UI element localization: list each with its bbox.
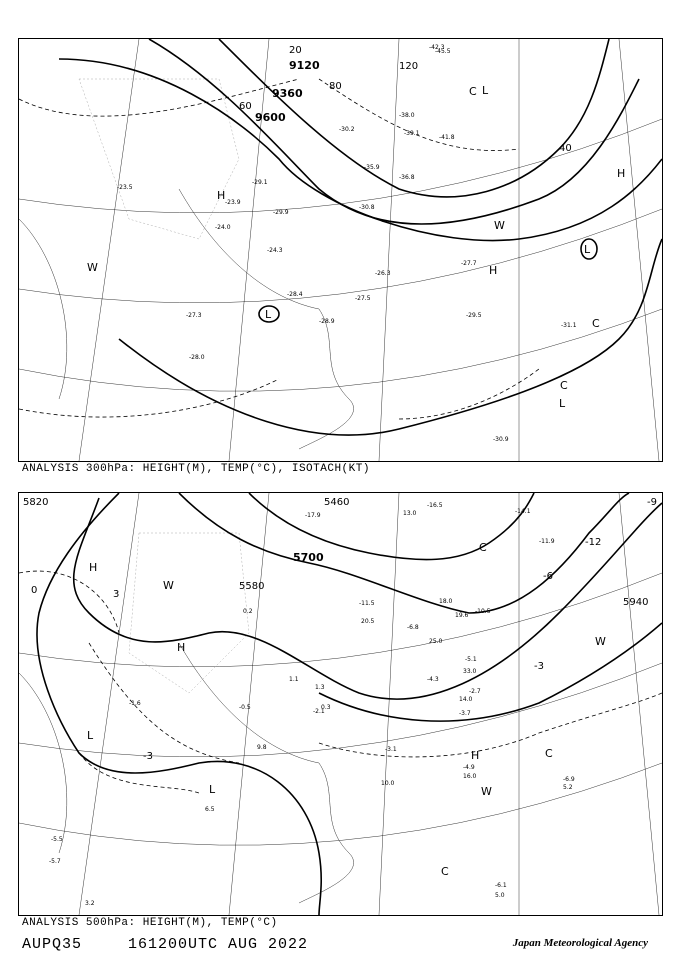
height-label: 9120 (289, 59, 320, 72)
pressure-symbol-warm: W (87, 261, 98, 274)
dewpoint-label: 3.2 (85, 900, 95, 907)
temperature-label: -4.9 (463, 764, 475, 771)
isotherm-label: 0 (31, 585, 38, 596)
dewpoint-label: 5.0 (495, 892, 505, 899)
dewpoint-label: 33.0 (463, 668, 477, 675)
temperature-label: -35.9 (364, 164, 380, 171)
temperature-label: -5.7 (49, 858, 61, 865)
dewpoint-label: 20.5 (361, 618, 375, 625)
temperature-label: -1.6 (129, 700, 141, 707)
temperature-label: -23.9 (225, 199, 241, 206)
height-label: 9600 (255, 111, 286, 124)
temperature-label: -3.1 (385, 746, 397, 753)
map-300hpa-labels (19, 39, 662, 461)
isotherm-label: -3 (534, 661, 544, 672)
isotach-label: 20 (289, 45, 302, 56)
pressure-symbol-high: H (89, 561, 98, 574)
pressure-symbol-cold: C (479, 541, 487, 554)
temperature-label: -10.5 (475, 608, 491, 615)
temperature-label: 0.3 (321, 704, 331, 711)
isotach-label: 40 (559, 143, 572, 154)
pressure-symbol-warm: W (595, 635, 606, 648)
temperature-label: -29.9 (273, 209, 289, 216)
height-label: 5940 (623, 597, 649, 608)
temperature-label: -5.5 (51, 836, 63, 843)
height-label: 5460 (324, 497, 350, 508)
temperature-label: -26.3 (375, 270, 391, 277)
temperature-label: -30.2 (339, 126, 355, 133)
pressure-symbol-cold: C (592, 317, 600, 330)
temperature-label: -27.7 (461, 260, 477, 267)
isotherm-label: 3 (113, 589, 120, 600)
pressure-symbol-low: L (559, 397, 566, 410)
dewpoint-label: 18.0 (439, 598, 453, 605)
temperature-label: -30.9 (493, 436, 509, 443)
temperature-label: -2.7 (469, 688, 481, 695)
dewpoint-label: 5.2 (563, 784, 573, 791)
map-panel-500hpa (18, 492, 663, 916)
temperature-label: -28.0 (189, 354, 205, 361)
isotherm-label: -6 (543, 571, 553, 582)
pressure-symbol-low: L (265, 308, 272, 321)
map-500hpa-labels (19, 493, 662, 915)
temperature-label: -42.3 (429, 44, 445, 51)
temperature-label: -5.1 (465, 656, 477, 663)
map-panel-300hpa (18, 38, 663, 462)
pressure-symbol-low: L (584, 243, 591, 256)
chart-code: AUPQ35 (22, 936, 83, 953)
temperature-label: -45.5 (435, 48, 451, 55)
temperature-label: -6.9 (563, 776, 575, 783)
temperature-label: -0.5 (239, 704, 251, 711)
pressure-symbol-cold: C (545, 747, 553, 760)
temperature-label: -38.0 (399, 112, 415, 119)
dewpoint-label: 6.5 (205, 806, 215, 813)
pressure-symbol-high: H (177, 641, 186, 654)
pressure-symbol-low: L (482, 84, 489, 97)
temperature-label: 0.2 (243, 608, 253, 615)
temperature-label: -31.1 (561, 322, 577, 329)
temperature-label: -28.9 (319, 318, 335, 325)
pressure-symbol-warm: W (163, 579, 174, 592)
dewpoint-label: 14.0 (459, 696, 473, 703)
dewpoint-label: 9.8 (257, 744, 267, 751)
temperature-label: -4.3 (427, 676, 439, 683)
temperature-label: 1.3 (315, 684, 325, 691)
pressure-symbol-cold: C (560, 379, 568, 392)
temperature-label: -11.9 (539, 538, 555, 545)
isotach-label: 120 (399, 61, 419, 72)
temperature-label: -14.1 (515, 508, 531, 515)
temperature-label: -28.4 (287, 291, 303, 298)
pressure-symbol-cold: C (441, 865, 449, 878)
dewpoint-label: 16.0 (463, 773, 477, 780)
temperature-label: -30.8 (359, 204, 375, 211)
height-label: 5580 (239, 581, 265, 592)
temperature-label: -24.3 (267, 247, 283, 254)
temperature-label: -29.1 (252, 179, 268, 186)
temperature-label: -6.1 (495, 882, 507, 889)
temperature-label: -27.5 (355, 295, 371, 302)
caption-500hpa: ANALYSIS 500hPa: HEIGHT(M), TEMP(°C) (22, 917, 278, 929)
temperature-label: -39.1 (404, 130, 420, 137)
temperature-label: -24.0 (215, 224, 231, 231)
temperature-label: -29.5 (466, 312, 482, 319)
pressure-symbol-low: L (87, 729, 94, 742)
isotherm-label: -12 (585, 537, 602, 548)
pressure-symbol-warm: W (481, 785, 492, 798)
caption-300hpa: ANALYSIS 300hPa: HEIGHT(M), TEMP(°C), ISOTACH(KT) (22, 463, 370, 475)
temperature-label: -41.8 (439, 134, 455, 141)
temperature-label: -3.7 (459, 710, 471, 717)
isotherm-label: -9 (647, 497, 657, 508)
dewpoint-label: 13.0 (403, 510, 417, 517)
agency-name: Japan Meteorological Agency (512, 937, 648, 949)
pressure-symbol-high: H (217, 189, 226, 202)
temperature-label: -16.5 (427, 502, 443, 509)
height-label: 9360 (272, 87, 303, 100)
temperature-label: -6.8 (407, 624, 419, 631)
height-label: 5700 (293, 551, 324, 564)
dewpoint-label: 10.0 (381, 780, 395, 787)
temperature-label: -2.1 (313, 708, 325, 715)
temperature-label: -27.3 (186, 312, 202, 319)
valid-time: 161200UTC AUG 2022 (128, 936, 309, 953)
isotherm-label: -3 (143, 751, 153, 762)
temperature-label: -23.5 (117, 184, 133, 191)
temperature-label: 1.1 (289, 676, 299, 683)
temperature-label: -11.5 (359, 600, 375, 607)
temperature-label: -36.8 (399, 174, 415, 181)
pressure-symbol-low: L (209, 783, 216, 796)
pressure-symbol-warm: W (494, 219, 505, 232)
isotach-label: 60 (239, 101, 252, 112)
temperature-label: -17.9 (305, 512, 321, 519)
dewpoint-label: 25.0 (429, 638, 443, 645)
pressure-symbol-high: H (617, 167, 626, 180)
pressure-symbol-cold: C (469, 85, 477, 98)
pressure-symbol-high: H (489, 264, 498, 277)
pressure-symbol-high: H (471, 749, 480, 762)
height-label: 5820 (23, 497, 49, 508)
isotach-label: 80 (329, 81, 342, 92)
dewpoint-label: 19.6 (455, 612, 469, 619)
